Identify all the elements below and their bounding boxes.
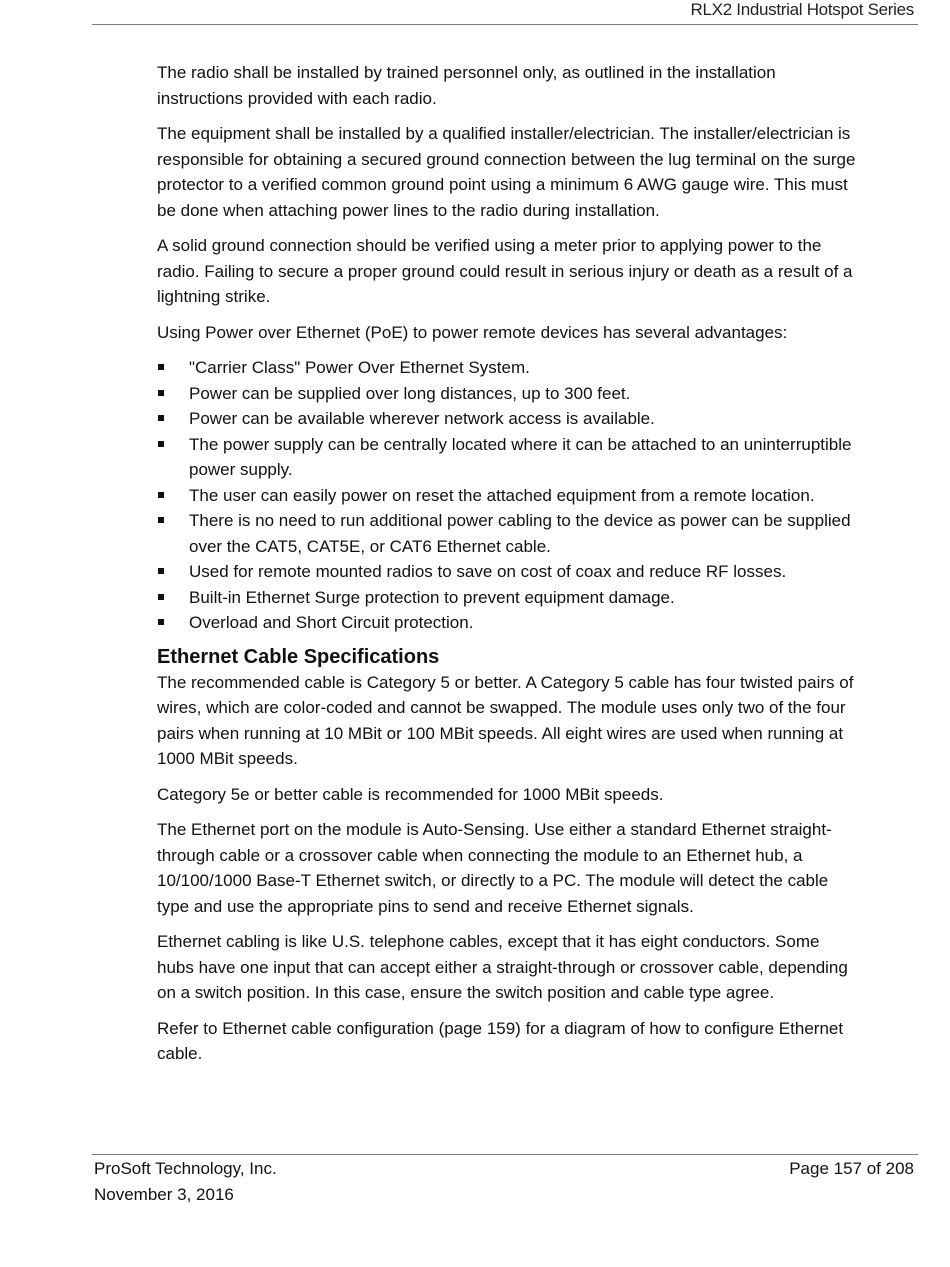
list-item: There is no need to run additional power cabling to the device as power can be supplied over the CAT5, CAT5E, or CAT6 Ethernet cable. — [157, 508, 857, 559]
square-bullet-icon — [158, 364, 164, 370]
footer-divider — [92, 1154, 918, 1155]
footer-company: ProSoft Technology, Inc. — [94, 1159, 277, 1178]
paragraph-auto-sensing: The Ethernet port on the module is Auto-Sensing. Use either a standard Ethernet straight-through cable or a crossover cable when connecting the module to an Ethernet hub, a 10/100/1000 Base-T Ethernet switch, or directly to a PC. The module will detect the cable type and use the appropriate pins to send and receive Ethernet signals. — [157, 820, 832, 916]
page-number: Page 157 of 208 — [789, 1159, 914, 1178]
square-bullet-icon — [158, 568, 164, 574]
list-item: Power can be available wherever network access is available. — [157, 406, 857, 432]
paragraph-ground: A solid ground connection should be verified using a meter prior to applying power to the radio. Failing to secure a proper ground could result in serious injury or death as a result of a lightning strike. — [157, 236, 853, 306]
paragraph-cable-category: The recommended cable is Category 5 or better. A Category 5 cable has four twisted pairs of wires, which are color-coded and cannot be swapped. The module uses only two of the four pairs when running at 10 MBit or 100 MBit speeds. All eight wires are used when running at 1000 MBit speeds. — [157, 672, 854, 768]
paragraph-telephone-cables: Ethernet cabling is like U.S. telephone cables, except that it has eight conductors. Some hubs have one input that can accept either a straight-through or crossover cable, depending on a switch position. In this case, ensure the switch position and cable type agree. — [157, 932, 848, 1002]
square-bullet-icon — [158, 594, 164, 600]
square-bullet-icon — [158, 415, 164, 421]
footer-date: November 3, 2016 — [94, 1184, 234, 1204]
section-heading: Ethernet Cable Specifications — [157, 645, 440, 668]
list-item: "Carrier Class" Power Over Ethernet System. — [157, 355, 857, 381]
paragraph-category-5e: Category 5e or better cable is recommended for 1000 MBit speeds. — [157, 784, 664, 804]
list-item: Built-in Ethernet Surge protection to prevent equipment damage. — [157, 585, 857, 611]
list-item: The user can easily power on reset the attached equipment from a remote location. — [157, 483, 857, 509]
paragraph-installer: The equipment shall be installed by a qualified installer/electrician. The installer/electrician is responsible for obtaining a secured ground connection between the lug terminal on the surge protector to a verified common ground point using a minimum 6 AWG gauge wire. This must be done when attaching power lines to the radio during installation. — [157, 124, 856, 220]
list-item: The power supply can be centrally located where it can be attached to an uninterruptible power supply. — [157, 432, 857, 483]
list-item: Used for remote mounted radios to save on cost of coax and reduce RF losses. — [157, 559, 857, 585]
page-footer — [94, 1156, 277, 1207]
page-content — [157, 60, 857, 1077]
square-bullet-icon — [158, 390, 164, 396]
paragraph-cable-reference: Refer to Ethernet cable configuration (page 159) for a diagram of how to configure Ethernet cable. — [157, 1018, 844, 1063]
list-item: Power can be supplied over long distances, up to 300 feet. — [157, 381, 857, 407]
square-bullet-icon — [158, 492, 164, 498]
list-item: Overload and Short Circuit protection. — [157, 610, 857, 636]
paragraph-poe-intro: Using Power over Ethernet (PoE) to power remote devices has several advantages: — [157, 322, 788, 342]
poe-advantages-list — [157, 355, 857, 636]
square-bullet-icon — [158, 517, 164, 523]
header-title: RLX2 Industrial Hotspot Series — [690, 0, 914, 19]
paragraph-installation: The radio shall be installed by trained personnel only, as outlined in the installation instructions provided with each radio. — [157, 63, 776, 108]
page-header — [92, 0, 918, 25]
square-bullet-icon — [158, 441, 164, 447]
square-bullet-icon — [158, 619, 164, 625]
